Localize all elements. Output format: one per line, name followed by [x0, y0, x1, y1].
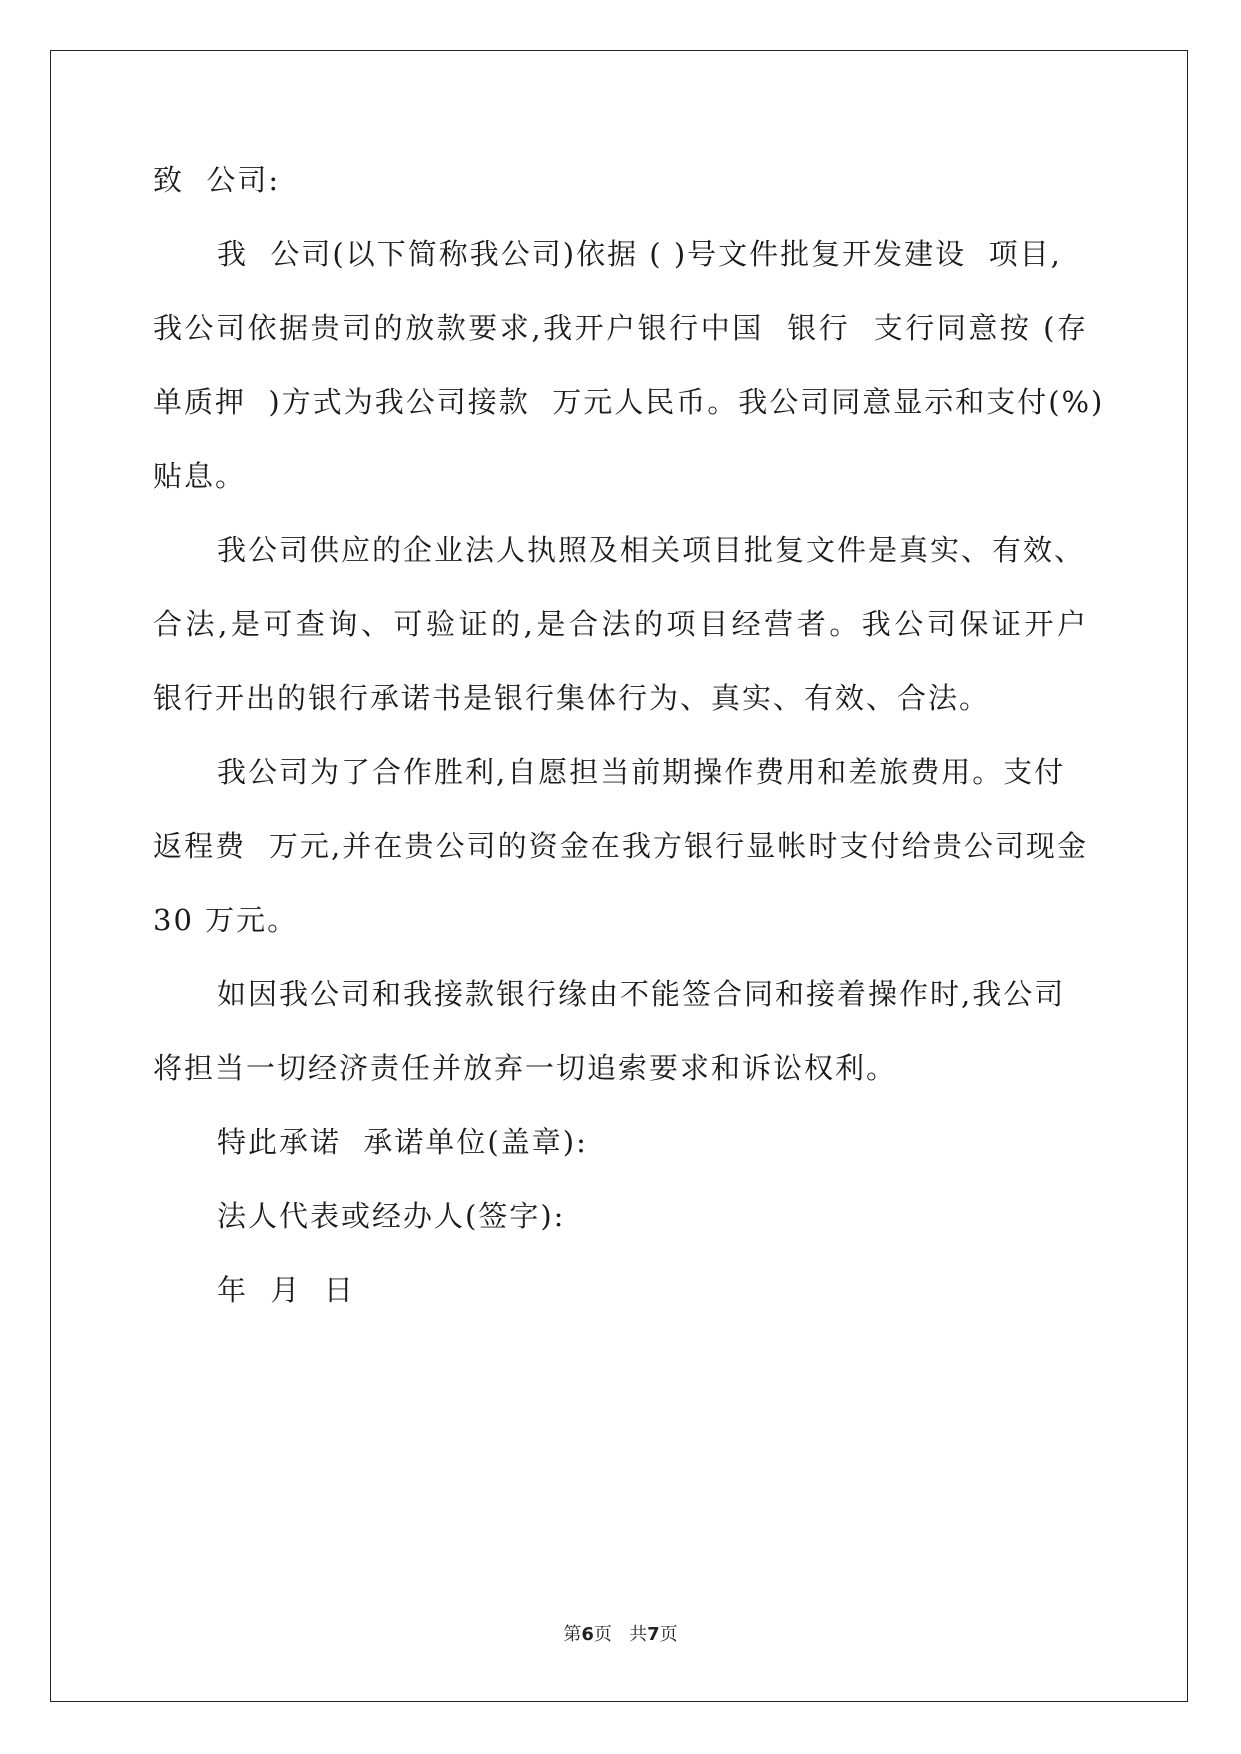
total-pages: 7 — [647, 1624, 660, 1645]
paragraph-1-line-2: 我公司依据贵司的放款要求,我开户银行中国 银行 支行同意按 (存 — [153, 311, 1088, 345]
paragraph-2-line-2: 合法,是可查询、可验证的,是合法的项目经营者。我公司保证开户 — [153, 607, 1088, 641]
page-number: 6 — [581, 1624, 594, 1645]
paragraph-2-line-1: 我公司供应的企业法人执照及相关项目批复文件是真实、有效、 — [217, 533, 1086, 567]
closing-line-1: 特此承诺 承诺单位(盖章): — [217, 1125, 588, 1159]
paragraph-1-line-3: 单质押 )方式为我公司接款 万元人民币。我公司同意显示和支付(%) — [153, 385, 1105, 419]
paragraph-3-line-1: 我公司为了合作胜利,自愿担当前期操作费用和差旅费用。支付 — [217, 755, 1066, 789]
paragraph-4-line-1: 如因我公司和我接款银行缘由不能签合同和接着操作时,我公司 — [217, 977, 1066, 1011]
paragraph-1-line-1: 我 公司(以下简称我公司)依据 ( )号文件批复开发建设 项目, — [217, 237, 1062, 271]
total-suffix: 页 — [659, 1624, 678, 1645]
page-border — [50, 50, 1188, 1702]
salutation: 致 公司: — [153, 163, 281, 197]
closing-date: 年 月 日 — [217, 1273, 355, 1307]
closing-line-2: 法人代表或经办人(签字): — [217, 1199, 566, 1233]
paragraph-4-line-2: 将担当一切经济责任并放弃一切追索要求和诉讼权利。 — [153, 1051, 898, 1085]
page-footer — [0, 1620, 1241, 1646]
page-suffix: 页 — [593, 1624, 612, 1645]
paragraph-3-line-2: 返程费 万元,并在贵公司的资金在我方银行显帐时支付给贵公司现金 — [153, 829, 1088, 863]
paragraph-1-line-4: 贴息。 — [153, 459, 247, 493]
page-prefix: 第 — [563, 1624, 582, 1645]
paragraph-3-line-3: 30 万元。 — [153, 903, 299, 937]
total-prefix: 共 — [629, 1624, 648, 1645]
paragraph-2-line-3: 银行开出的银行承诺书是银行集体行为、真实、有效、合法。 — [153, 681, 991, 715]
